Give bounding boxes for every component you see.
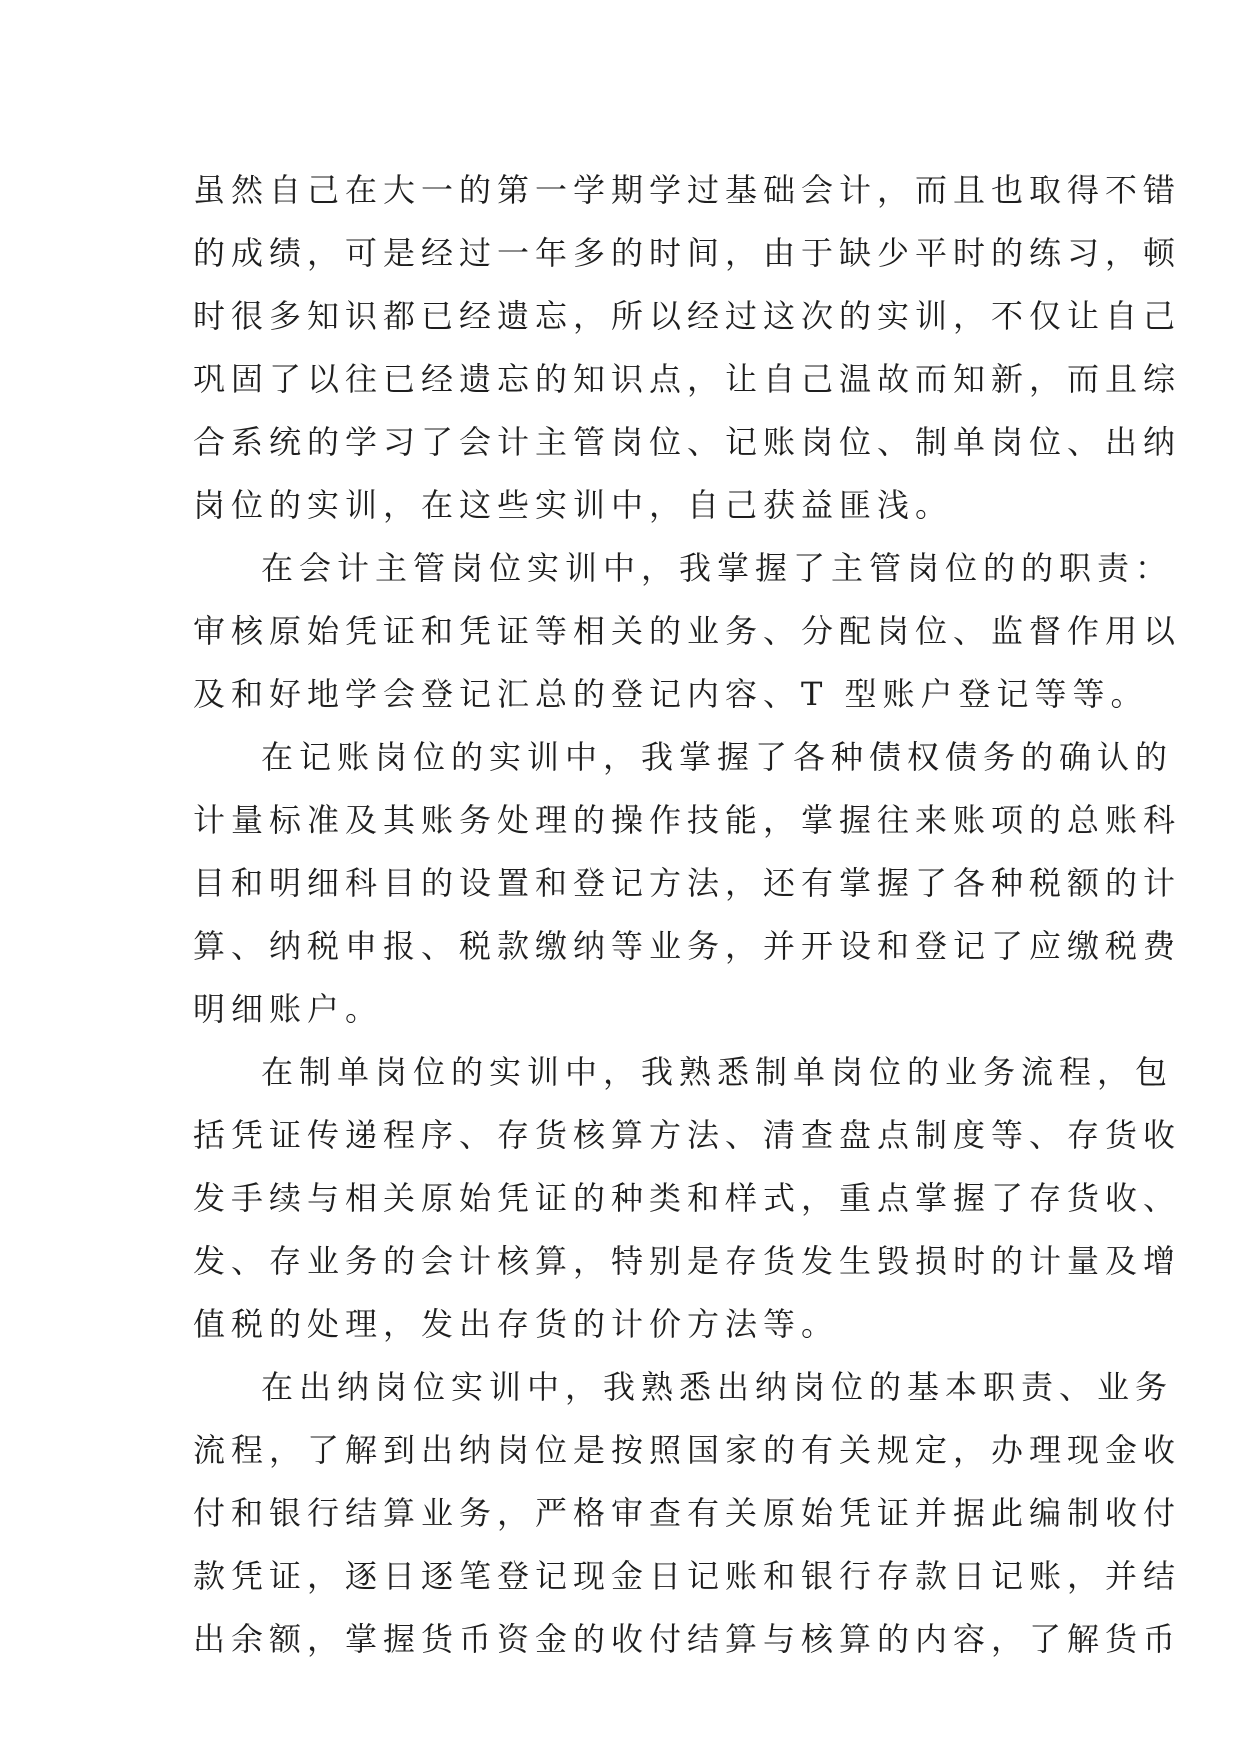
paragraph-5 <box>193 1356 1182 1671</box>
text-line: 虽然自己在大一的第一学期学过基础会计，而且也取得不错 <box>193 171 1182 209</box>
text-line: 流程，了解到出纳岗位是按照国家的有关规定，办理现金收 <box>193 1431 1182 1469</box>
text-line: 目和明细科目的设置和登记方法，还有掌握了各种税额的计 <box>193 864 1182 902</box>
text-line: 算、纳税申报、税款缴纳等业务，并开设和登记了应缴税费 <box>193 927 1182 965</box>
text-line: 计量标准及其账务处理的操作技能，掌握往来账项的总账科 <box>193 801 1182 839</box>
text-line: 岗位的实训，在这些实训中，自己获益匪浅。 <box>193 486 954 524</box>
paragraph-1 <box>193 159 1182 537</box>
text-line: 巩固了以往已经遗忘的知识点，让自己温故而知新，而且综 <box>193 360 1182 398</box>
text-line: 值税的处理，发出存货的计价方法等。 <box>193 1305 840 1343</box>
text-line: 发、存业务的会计核算，特别是存货发生毁损时的计量及增 <box>193 1242 1182 1280</box>
document-body <box>193 159 1182 1671</box>
paragraph-2 <box>193 537 1182 726</box>
text-line: 时很多知识都已经遗忘，所以经过这次的实训，不仅让自己 <box>193 297 1182 335</box>
text-line: 合系统的学习了会计主管岗位、记账岗位、制单岗位、出纳 <box>193 423 1182 461</box>
text-line: 在会计主管岗位实训中，我掌握了主管岗位的的职责： <box>261 549 1174 587</box>
text-line: 在制单岗位的实训中，我熟悉制单岗位的业务流程，包 <box>261 1053 1174 1091</box>
paragraph-4 <box>193 1041 1182 1356</box>
paragraph-3 <box>193 726 1182 1041</box>
text-line: 出余额，掌握货币资金的收付结算与核算的内容，了解货币 <box>193 1620 1182 1658</box>
text-line: 款凭证，逐日逐笔登记现金日记账和银行存款日记账，并结 <box>193 1557 1182 1595</box>
text-line: 付和银行结算业务，严格审查有关原始凭证并据此编制收付 <box>193 1494 1182 1532</box>
text-line: 在出纳岗位实训中，我熟悉出纳岗位的基本职责、业务 <box>261 1368 1174 1406</box>
text-line: 的成绩，可是经过一年多的时间，由于缺少平时的练习，顿 <box>193 234 1182 272</box>
text-line: 明细账户。 <box>193 990 384 1028</box>
text-line: 括凭证传递程序、存货核算方法、清查盘点制度等、存货收 <box>193 1116 1182 1154</box>
text-line: 在记账岗位的实训中，我掌握了各种债权债务的确认的 <box>261 738 1174 776</box>
text-line: 发手续与相关原始凭证的种类和样式，重点掌握了存货收、 <box>193 1179 1182 1217</box>
text-line: 及和好地学会登记汇总的登记内容、T 型账户登记等等。 <box>193 675 1149 713</box>
text-line: 审核原始凭证和凭证等相关的业务、分配岗位、监督作用以 <box>193 612 1182 650</box>
